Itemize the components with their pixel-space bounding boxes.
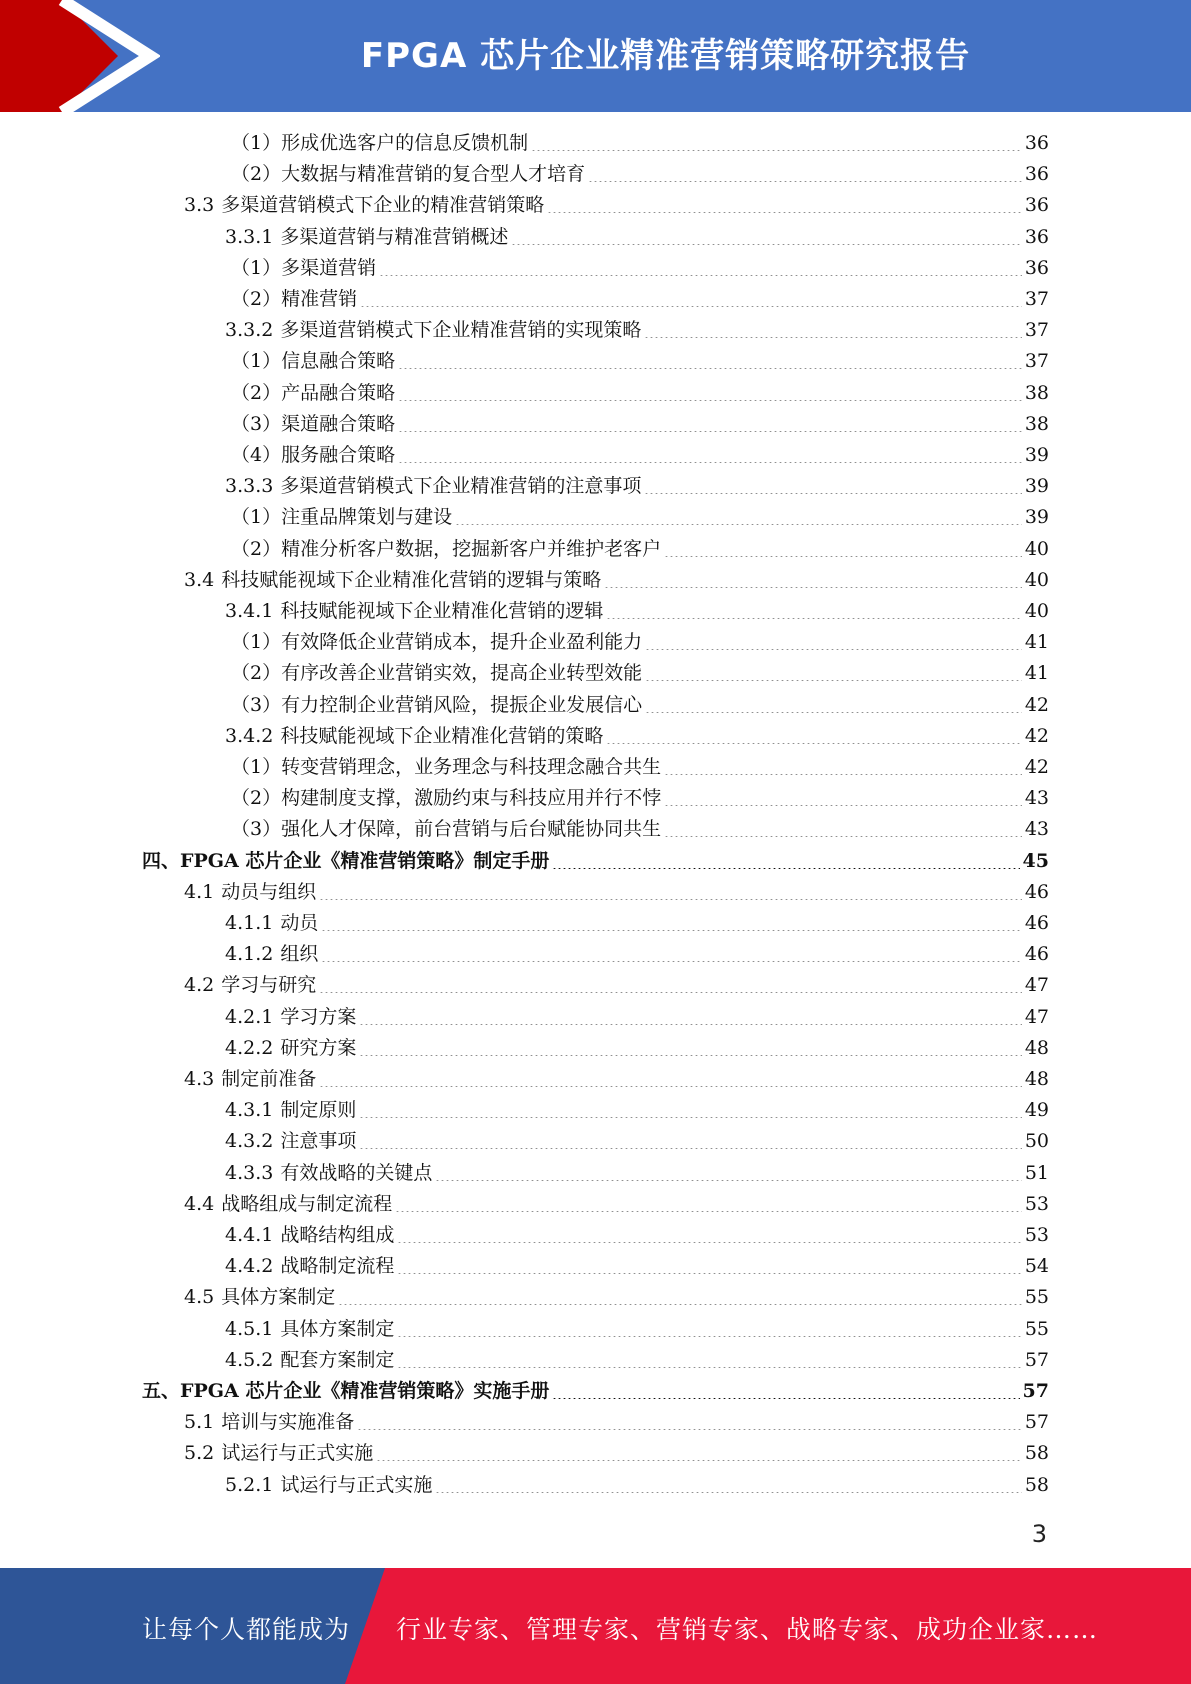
toc-entry-page: 58 (1024, 1473, 1049, 1496)
toc-entry-number: 4.1.2 (225, 943, 274, 966)
footer-slogan-right: 行业专家、管理专家、营销专家、战略专家、成功企业家…… (396, 1615, 1099, 1644)
toc-entry-text (225, 471, 641, 502)
toc-entry-number: 3.4.1 (225, 600, 274, 622)
toc-entry-label: 科技赋能视域下企业精准化营销的逻辑与策略 (221, 568, 602, 591)
toc-entry-text (184, 565, 601, 596)
toc-entry-number: 5.2 (184, 1442, 215, 1465)
toc-entry[interactable] (184, 1407, 1049, 1438)
toc-entry-text (231, 627, 642, 658)
toc-entry[interactable] (231, 690, 1049, 721)
toc-entry-text (225, 1033, 356, 1064)
toc-leader-dots (645, 712, 1022, 713)
toc-leader-dots (552, 1398, 1019, 1399)
toc-entry-number: （1） (231, 756, 282, 778)
toc-entry-number: 3.3 (184, 194, 215, 217)
toc-entry[interactable] (231, 128, 1049, 159)
toc-entry-label: 试运行与正式实施 (280, 1473, 433, 1496)
toc-entry-number: （3） (231, 818, 282, 841)
toc-entry-page: 42 (1024, 756, 1049, 778)
toc-entry-page: 36 (1024, 132, 1049, 154)
toc-entry-label: 培训与实施准备 (221, 1411, 355, 1434)
toc-entry-label: 注意事项 (280, 1130, 357, 1153)
toc-entry[interactable] (231, 378, 1049, 409)
toc-leader-dots (398, 431, 1022, 432)
toc-leader-dots (319, 992, 1022, 993)
toc-entry[interactable] (231, 658, 1049, 689)
toc-entry-number: 4.3 (184, 1068, 215, 1090)
toc-entry-label: FPGA 芯片企业《精准营销策略》制定手册 (180, 849, 550, 872)
toc-entry-page: 46 (1024, 943, 1049, 966)
toc-leader-dots (398, 400, 1022, 401)
toc-entry-label: 多渠道营销模式下企业精准营销的实现策略 (280, 319, 642, 342)
toc-entry-number: 4.3.3 (225, 1161, 274, 1184)
toc-leader-dots (395, 1211, 1022, 1212)
toc-entry[interactable] (231, 627, 1049, 658)
toc-entry-label: 配套方案制定 (280, 1348, 395, 1371)
toc-entry-page: 43 (1024, 787, 1049, 810)
toc-entry-page: 41 (1024, 631, 1049, 654)
toc-entry-label: FPGA 芯片企业《精准营销策略》实施手册 (180, 1380, 550, 1402)
toc-entry-text (231, 159, 585, 190)
toc-entry-text (184, 1064, 316, 1095)
toc-entry-text (184, 190, 544, 221)
toc-leader-dots (359, 1117, 1021, 1118)
toc-entry-text (225, 1345, 394, 1376)
toc-entry-text (225, 1220, 394, 1251)
toc-entry[interactable] (184, 565, 1049, 596)
toc-entry-number: （2） (231, 662, 282, 685)
toc-entry[interactable] (231, 409, 1049, 440)
toc-entry-page: 55 (1024, 1286, 1049, 1309)
toc-entry-label: 有序改善企业营销实效，提高企业转型效能 (281, 662, 643, 685)
toc-entry-number: 3.4 (184, 568, 215, 591)
toc-leader-dots (531, 150, 1022, 151)
toc-entry-number: 4.5 (184, 1286, 215, 1309)
toc-leader-dots (645, 649, 1022, 650)
toc-entry-text (225, 1251, 394, 1282)
toc-leader-dots (376, 1460, 1022, 1461)
toc-leader-dots (644, 493, 1021, 494)
toc-entry-label: 大数据与精准营销的复合型人才培育 (281, 163, 586, 186)
toc-entry-number: （1） (231, 132, 282, 154)
toc-entry[interactable] (231, 284, 1049, 315)
toc-entry-number: （2） (231, 288, 282, 310)
toc-leader-dots (319, 1086, 1022, 1087)
toc-entry[interactable] (142, 1376, 1049, 1407)
toc-entry[interactable] (225, 315, 1049, 346)
toc-entry-text (225, 1002, 356, 1033)
toc-entry-number: 4.2.1 (225, 1005, 274, 1028)
toc-entry-number: （2） (231, 787, 282, 810)
toc-entry-number: 4.3.2 (225, 1130, 274, 1153)
toc-entry-label: 科技赋能视域下企业精准化营销的策略 (280, 724, 604, 747)
toc-entry-label: 有力控制企业营销风险，提振企业发展信心 (281, 693, 643, 716)
toc-entry-label: 科技赋能视域下企业精准化营销的逻辑 (280, 600, 604, 622)
toc-entry-text (231, 284, 357, 315)
toc-leader-dots (606, 618, 1021, 619)
toc-entry-page: 50 (1024, 1130, 1049, 1153)
toc-entry[interactable] (225, 1220, 1049, 1251)
toc-entry-number: （1） (231, 506, 282, 529)
toc-entry-label: 研究方案 (280, 1036, 357, 1059)
toc-entry[interactable] (225, 1158, 1049, 1189)
toc-entry[interactable] (231, 783, 1049, 814)
toc-leader-dots (360, 306, 1022, 307)
toc-entry-number: 4.5.2 (225, 1348, 274, 1371)
toc-entry[interactable] (225, 1033, 1049, 1064)
toc-entry-label: 战略制定流程 (280, 1255, 395, 1278)
toc-entry-text (225, 222, 508, 253)
toc-entry-page: 45 (1022, 849, 1049, 872)
toc-leader-dots (398, 368, 1022, 369)
toc-entry-label: 学习方案 (280, 1005, 357, 1028)
toc-entry-label: 制定原则 (280, 1099, 357, 1122)
toc-leader-dots (319, 899, 1022, 900)
toc-entry[interactable] (142, 846, 1049, 877)
toc-entry-label: 精准分析客户数据，挖掘新客户并维护老客户 (281, 537, 662, 560)
toc-entry-text (225, 908, 318, 939)
toc-entry-label: 制定前准备 (221, 1068, 317, 1090)
toc-leader-dots (664, 556, 1022, 557)
toc-entry-text (184, 1282, 335, 1313)
toc-leader-dots (359, 1148, 1021, 1149)
toc-entry-text (231, 658, 642, 689)
toc-entry-page: 57 (1022, 1380, 1049, 1402)
page-footer (0, 1568, 1191, 1684)
toc-entry-label: 注重品牌策划与建设 (281, 506, 453, 529)
toc-leader-dots (359, 1055, 1021, 1056)
toc-entry-text (231, 253, 376, 284)
toc-entry[interactable] (184, 970, 1049, 1001)
toc-leader-dots (455, 524, 1022, 525)
toc-entry-label: 多渠道营销模式下企业精准营销的注意事项 (280, 475, 642, 498)
toc-entry[interactable] (231, 814, 1049, 845)
toc-entry-page: 37 (1024, 288, 1049, 310)
toc-entry-page: 43 (1024, 818, 1049, 841)
toc-entry-text (225, 1158, 432, 1189)
toc-entry[interactable] (184, 1064, 1049, 1095)
toc-entry-page: 36 (1024, 163, 1049, 186)
toc-entry-number: 四、 (142, 849, 181, 872)
toc-entry[interactable] (225, 939, 1049, 970)
toc-entry-page: 41 (1024, 662, 1049, 685)
toc-entry[interactable] (225, 1251, 1049, 1282)
toc-leader-dots (664, 805, 1022, 806)
toc-entry[interactable] (225, 908, 1049, 939)
toc-entry-number: 4.4 (184, 1192, 215, 1215)
toc-entry-text (225, 1095, 356, 1126)
toc-leader-dots (547, 212, 1022, 213)
toc-entry-page: 53 (1024, 1224, 1049, 1246)
toc-entry-page: 38 (1024, 381, 1049, 404)
toc-entry-label: 动员 (280, 912, 319, 934)
toc-entry[interactable] (225, 721, 1049, 752)
toc-entry-page: 42 (1024, 724, 1049, 747)
toc-entry[interactable] (225, 222, 1049, 253)
toc-entry[interactable] (225, 1095, 1049, 1126)
toc-entry-text (184, 877, 316, 908)
toc-leader-dots (435, 1180, 1021, 1181)
toc-leader-dots (645, 680, 1022, 681)
toc-entry-number: 4.1.1 (225, 912, 274, 934)
toc-entry-page: 40 (1024, 600, 1049, 622)
toc-entry-label: 多渠道营销与精准营销概述 (280, 225, 509, 248)
toc-entry[interactable] (231, 440, 1049, 471)
toc-entry[interactable] (184, 1438, 1049, 1469)
toc-entry[interactable] (225, 1314, 1049, 1345)
toc-entry-text (225, 721, 603, 752)
toc-entry-page: 49 (1024, 1099, 1049, 1122)
toc-entry-label: 多渠道营销模式下企业的精准营销策略 (221, 194, 545, 217)
toc-entry-label: 形成优选客户的信息反馈机制 (281, 132, 529, 154)
toc-entry-page: 58 (1024, 1442, 1049, 1465)
toc-leader-dots (397, 1273, 1021, 1274)
toc-entry-page: 39 (1024, 506, 1049, 529)
toc-entry-text (231, 534, 661, 565)
toc-entry-label: 有效战略的关键点 (280, 1161, 433, 1184)
toc-entry-number: 3.3.3 (225, 475, 274, 498)
toc-leader-dots (552, 868, 1019, 869)
toc-entry-text (184, 1407, 354, 1438)
toc-entry-number: 3.4.2 (225, 724, 274, 747)
toc-entry-number: 4.4.2 (225, 1255, 274, 1278)
toc-entry-page: 46 (1024, 880, 1049, 903)
toc-leader-dots (398, 462, 1022, 463)
toc-leader-dots (511, 244, 1021, 245)
toc-entry-number: 5.2.1 (225, 1473, 274, 1496)
toc-entry-page: 39 (1024, 475, 1049, 498)
page-header (0, 0, 1191, 112)
toc-entry-label: 产品融合策略 (281, 381, 396, 404)
toc-entry-number: （3） (231, 693, 282, 716)
toc-entry[interactable] (231, 253, 1049, 284)
header-chevron-icon (0, 0, 160, 112)
toc-entry-number: 五、 (142, 1380, 181, 1402)
toc-leader-dots (397, 1242, 1021, 1243)
toc-entry-number: （4） (231, 444, 282, 466)
toc-entry-page: 53 (1024, 1192, 1049, 1215)
toc-leader-dots (338, 1304, 1022, 1305)
toc-entry-text (184, 1438, 373, 1469)
toc-entry-label: 战略组成与制定流程 (221, 1192, 393, 1215)
toc-entry-page: 55 (1024, 1317, 1049, 1340)
toc-leader-dots (379, 275, 1022, 276)
toc-entry-page: 38 (1024, 412, 1049, 435)
toc-entry[interactable] (225, 1345, 1049, 1376)
toc-entry-label: 精准营销 (281, 288, 358, 310)
toc-entry-page: 51 (1024, 1161, 1049, 1184)
toc-leader-dots (604, 587, 1022, 588)
toc-entry-label: 具体方案制定 (280, 1317, 395, 1340)
toc-entry-page: 36 (1024, 225, 1049, 248)
toc-entry[interactable] (231, 346, 1049, 377)
toc-entry[interactable] (184, 1189, 1049, 1220)
toc-entry-page: 48 (1024, 1036, 1049, 1059)
toc-leader-dots (664, 836, 1022, 837)
toc-leader-dots (397, 1336, 1021, 1337)
toc-entry-number: （1） (231, 256, 282, 279)
toc-leader-dots (321, 930, 1021, 931)
toc-entry-page: 36 (1024, 194, 1049, 217)
toc-entry-text (225, 1314, 394, 1345)
toc-entry-text (231, 346, 395, 377)
toc-entry-page: 47 (1024, 1005, 1049, 1028)
toc-leader-dots (357, 1429, 1022, 1430)
toc-entry-label: 信息融合策略 (281, 350, 396, 373)
toc-entry-text (231, 409, 395, 440)
toc-leader-dots (359, 1024, 1021, 1025)
toc-entry-number: （3） (231, 412, 282, 435)
toc-entry[interactable] (231, 159, 1049, 190)
toc-entry-text (225, 315, 641, 346)
toc-entry-page: 54 (1024, 1255, 1049, 1278)
toc-entry-text (231, 783, 661, 814)
toc-entry-label: 动员与组织 (221, 880, 317, 903)
toc-leader-dots (606, 743, 1021, 744)
toc-entry-text (231, 752, 661, 783)
toc-entry-label: 有效降低企业营销成本，提升企业盈利能力 (281, 631, 643, 654)
toc-entry-page: 47 (1024, 974, 1049, 997)
toc-entry-page: 42 (1024, 693, 1049, 716)
toc-entry-label: 构建制度支撑，激励约束与科技应用并行不悖 (281, 787, 662, 810)
toc-entry-number: 4.4.1 (225, 1224, 274, 1246)
document-title: FPGA 芯片企业精准营销策略研究报告 (360, 36, 971, 76)
toc-entry[interactable] (231, 534, 1049, 565)
page-number: 3 (1031, 1520, 1047, 1548)
toc-entry-text (231, 690, 642, 721)
toc-entry-page: 39 (1024, 444, 1049, 466)
toc-entry[interactable] (184, 877, 1049, 908)
toc-entry[interactable] (231, 502, 1049, 533)
toc-entry-label: 服务融合策略 (281, 444, 396, 466)
toc-entry-number: 3.3.2 (225, 319, 274, 342)
toc-entry-text (231, 440, 395, 471)
toc-entry-number: （2） (231, 381, 282, 404)
toc-entry-label: 战略结构组成 (280, 1224, 395, 1246)
toc-entry[interactable] (225, 1470, 1049, 1501)
toc-entry-label: 渠道融合策略 (281, 412, 396, 435)
toc-entry[interactable] (225, 471, 1049, 502)
toc-entry-number: 4.5.1 (225, 1317, 274, 1340)
toc-entry-label: 强化人才保障，前台营销与后台赋能协同共生 (281, 818, 662, 841)
toc-entry-label: 转变营销理念，业务理念与科技理念融合共生 (281, 756, 662, 778)
toc-entry-label: 组织 (280, 943, 319, 966)
toc-entry-text (225, 1126, 356, 1157)
toc-entry-text (142, 1376, 549, 1407)
toc-entry-page: 57 (1024, 1348, 1049, 1371)
toc-entry[interactable] (225, 1126, 1049, 1157)
toc-entry[interactable] (225, 1002, 1049, 1033)
toc-entry[interactable] (231, 752, 1049, 783)
toc-entry-page: 46 (1024, 912, 1049, 934)
toc-entry-page: 40 (1024, 568, 1049, 591)
toc-entry-number: 4.1 (184, 880, 215, 903)
toc-entry-number: （2） (231, 537, 282, 560)
toc-leader-dots (664, 774, 1022, 775)
toc-entry-text (184, 970, 316, 1001)
toc-leader-dots (588, 181, 1022, 182)
toc-entry-page: 37 (1024, 319, 1049, 342)
toc-entry[interactable] (184, 190, 1049, 221)
toc-entry-number: 3.3.1 (225, 225, 274, 248)
toc-leader-dots (321, 961, 1021, 962)
toc-entry-label: 试运行与正式实施 (221, 1442, 374, 1465)
toc-leader-dots (397, 1367, 1021, 1368)
toc-entry-text (231, 378, 395, 409)
toc-entry-page: 40 (1024, 537, 1049, 560)
toc-entry-text (231, 502, 452, 533)
toc-entry-text (231, 814, 661, 845)
toc-entry-text (225, 596, 603, 627)
toc-entry-text (142, 846, 549, 877)
toc-leader-dots (644, 337, 1021, 338)
toc-entry-label: 多渠道营销 (281, 256, 377, 279)
toc-entry-number: （2） (231, 163, 282, 186)
toc-entry-page: 36 (1024, 256, 1049, 279)
toc-entry[interactable] (225, 596, 1049, 627)
toc-entry-number: 5.1 (184, 1411, 215, 1434)
toc-entry-page: 48 (1024, 1068, 1049, 1090)
toc-entry-text (231, 128, 528, 159)
toc-entry[interactable] (184, 1282, 1049, 1313)
toc-entry-text (225, 1470, 432, 1501)
toc-entry-number: 4.2.2 (225, 1036, 274, 1059)
toc-entry-number: 4.2 (184, 974, 215, 997)
toc-entry-page: 57 (1024, 1411, 1049, 1434)
toc-leader-dots (435, 1492, 1021, 1493)
toc-entry-label: 具体方案制定 (221, 1286, 336, 1309)
toc-entry-text (184, 1189, 392, 1220)
toc-entry-number: 4.3.1 (225, 1099, 274, 1122)
toc-entry-label: 学习与研究 (221, 974, 317, 997)
toc-entry-number: （1） (231, 631, 282, 654)
toc-entry-page: 37 (1024, 350, 1049, 373)
toc-entry-number: （1） (231, 350, 282, 373)
toc-entry-text (225, 939, 318, 970)
footer-slogan-left: 让每个人都能成为 (142, 1615, 351, 1644)
